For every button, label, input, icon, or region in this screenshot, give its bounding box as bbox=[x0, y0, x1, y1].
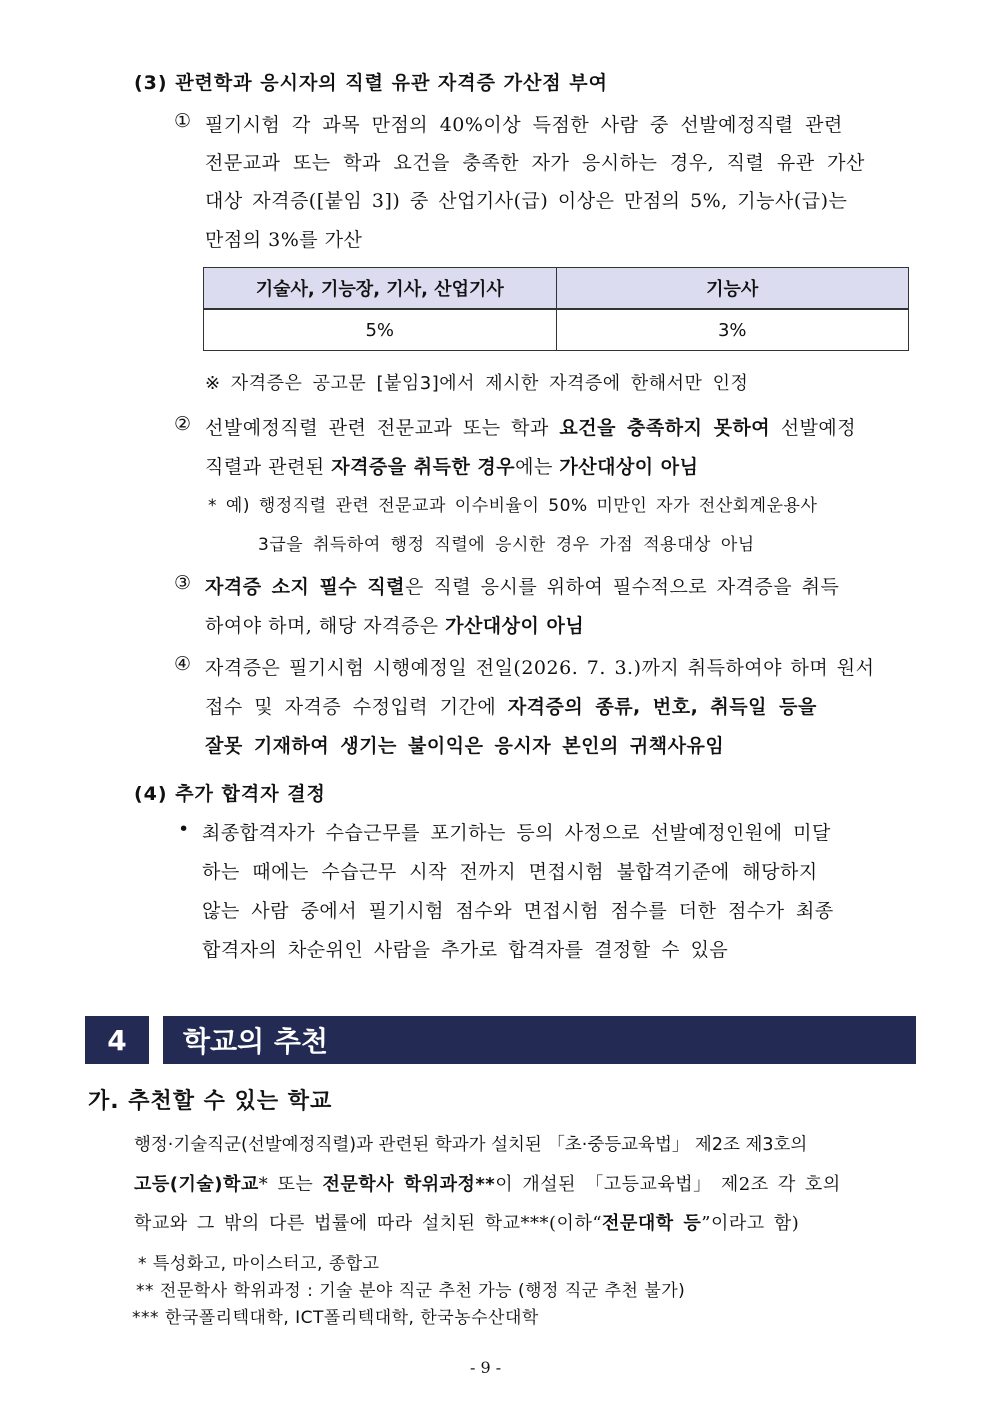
chapter-title-bar bbox=[163, 1016, 916, 1064]
chapter-number-box bbox=[85, 1016, 149, 1064]
section-4-line-1: 최종합격자가 수습근무를 포기하는 등의 사정으로 선발예정인원에 미달 bbox=[202, 822, 831, 844]
item-1-line-1: 필기시험 각 과목 만점의 40%이상 득점한 사람 중 선발예정직렬 관련 bbox=[205, 114, 843, 136]
emphasis-text: 가산대상이 아님 bbox=[445, 615, 585, 637]
footnote-3: *** 한국폴리텍대학, ICT폴리텍대학, 한국농수산대학 bbox=[132, 1308, 539, 1328]
table-row bbox=[204, 309, 909, 351]
text-span: ”이라고 함) bbox=[701, 1213, 800, 1234]
paragraph-line-2 bbox=[134, 1170, 841, 1196]
emphasis-text: 자격증 소지 필수 직렬 bbox=[205, 576, 406, 598]
emphasis-text: 자격증의 종류, 번호, 취득일 등을 bbox=[507, 696, 817, 718]
item-4-line-2 bbox=[205, 692, 817, 719]
item-3-marker: ③ bbox=[174, 572, 192, 594]
text-span: 직렬과 관련된 bbox=[205, 456, 332, 478]
item-1-marker: ① bbox=[174, 110, 192, 132]
bullet-icon: • bbox=[178, 818, 190, 840]
section-4-heading: (4) 추가 합격자 결정 bbox=[134, 783, 326, 805]
emphasis-text: 가산대상이 아님 bbox=[559, 456, 699, 478]
emphasis-text: 고등(기술)학교 bbox=[134, 1174, 259, 1195]
section-4-line-4: 합격자의 차순위인 사람을 추가로 합격자를 결정할 수 있음 bbox=[202, 939, 729, 961]
footnote-2: ** 전문학사 학위과정 : 기술 분야 직군 추천 가능 (행정 직군 추천 불가) bbox=[136, 1281, 686, 1301]
emphasis-text: 전문학사 학위과정** bbox=[322, 1174, 496, 1195]
text-span: 은 직렬 응시를 위하여 필수적으로 자격증을 취득 bbox=[405, 576, 840, 598]
text-span: 학교와 그 밖의 다른 법률에 따라 설치된 학교***(이하“ bbox=[134, 1213, 603, 1234]
item-1-line-3: 대상 자격증([붙임 3]) 중 산업기사(급) 이상은 만점의 5%, 기능사(급)는 bbox=[205, 190, 848, 212]
section-4-line-2: 하는 때에는 수습근무 시작 전까지 면접시험 불합격기준에 해당하지 bbox=[202, 861, 818, 883]
paragraph-line-3 bbox=[134, 1209, 799, 1235]
paragraph-line-1: 행정·기술직군(선발예정직렬)과 관련된 학과가 설치된 「초·중등교육법」 제2조 제3호의 bbox=[134, 1135, 808, 1155]
text-span: 선발예정직렬 관련 전문교과 또는 학과 bbox=[205, 417, 560, 439]
item-4-line-1: 자격증은 필기시험 시행예정일 전일(2026. 7. 3.)까지 취득하여야 하며 원서 bbox=[205, 657, 875, 679]
item-1-line-4: 만점의 3%를 가산 bbox=[205, 229, 363, 251]
text-span: 접수 및 자격증 수정입력 기간에 bbox=[205, 696, 508, 718]
item-4-line-3: 잘못 기재하여 생기는 불이익은 응시자 본인의 귀책사유임 bbox=[205, 735, 725, 757]
footnote-1: * 특성화고, 마이스터고, 종합고 bbox=[138, 1254, 380, 1274]
item-2-line-1 bbox=[205, 413, 856, 440]
text-span: 하여야 하며, 해당 자격증은 bbox=[205, 615, 446, 637]
section-3-heading: (3) 관련학과 응시자의 직렬 유관 자격증 가산점 부여 bbox=[134, 72, 608, 94]
item-3-line-1 bbox=[205, 572, 839, 599]
item-4-marker: ④ bbox=[174, 653, 192, 675]
text-span: 에는 bbox=[515, 456, 560, 478]
subheading: 가. 추천할 수 있는 학교 bbox=[88, 1089, 333, 1114]
text-span: * 또는 bbox=[258, 1174, 323, 1195]
emphasis-text: 전문대학 등 bbox=[602, 1213, 702, 1234]
item-2-example-line-2: 3급을 취득하여 행정 직렬에 응시한 경우 가점 적용대상 아님 bbox=[258, 535, 755, 555]
item-2-marker: ② bbox=[174, 413, 192, 435]
item-3-line-2 bbox=[205, 611, 584, 638]
chapter-number: 4 bbox=[107, 1023, 127, 1057]
table-cell: 5% bbox=[204, 309, 557, 351]
emphasis-text: 자격증을 취득한 경우 bbox=[331, 456, 516, 478]
table-header-cell: 기능사 bbox=[556, 268, 909, 310]
page-number: - 9 - bbox=[470, 1358, 502, 1377]
section-4-line-3: 않는 사람 중에서 필기시험 점수와 면접시험 점수를 더한 점수가 최종 bbox=[202, 900, 834, 922]
chapter-title: 학교의 추천 bbox=[183, 1025, 328, 1058]
item-2-example-line-1: * 예) 행정직렬 관련 전문교과 이수비율이 50% 미만인 자가 전산회계운용사 bbox=[208, 496, 818, 516]
text-span: 선발예정 bbox=[770, 417, 857, 439]
table-note: ※ 자격증은 공고문 [붙임3]에서 제시한 자격증에 한해서만 인정 bbox=[205, 373, 749, 394]
emphasis-text: 요건을 충족하지 못하여 bbox=[559, 417, 771, 439]
item-2-line-2 bbox=[205, 452, 698, 479]
bonus-points-table bbox=[203, 267, 909, 351]
item-1-line-2: 전문교과 또는 학과 요건을 충족한 자가 응시하는 경우, 직렬 유관 가산 bbox=[205, 152, 865, 174]
table-header-row bbox=[204, 268, 909, 310]
text-span: 이 개설된 「고등교육법」 제2조 각 호의 bbox=[495, 1174, 841, 1195]
table-header-cell: 기술사, 기능장, 기사, 산업기사 bbox=[204, 268, 557, 310]
table-cell: 3% bbox=[556, 309, 909, 351]
